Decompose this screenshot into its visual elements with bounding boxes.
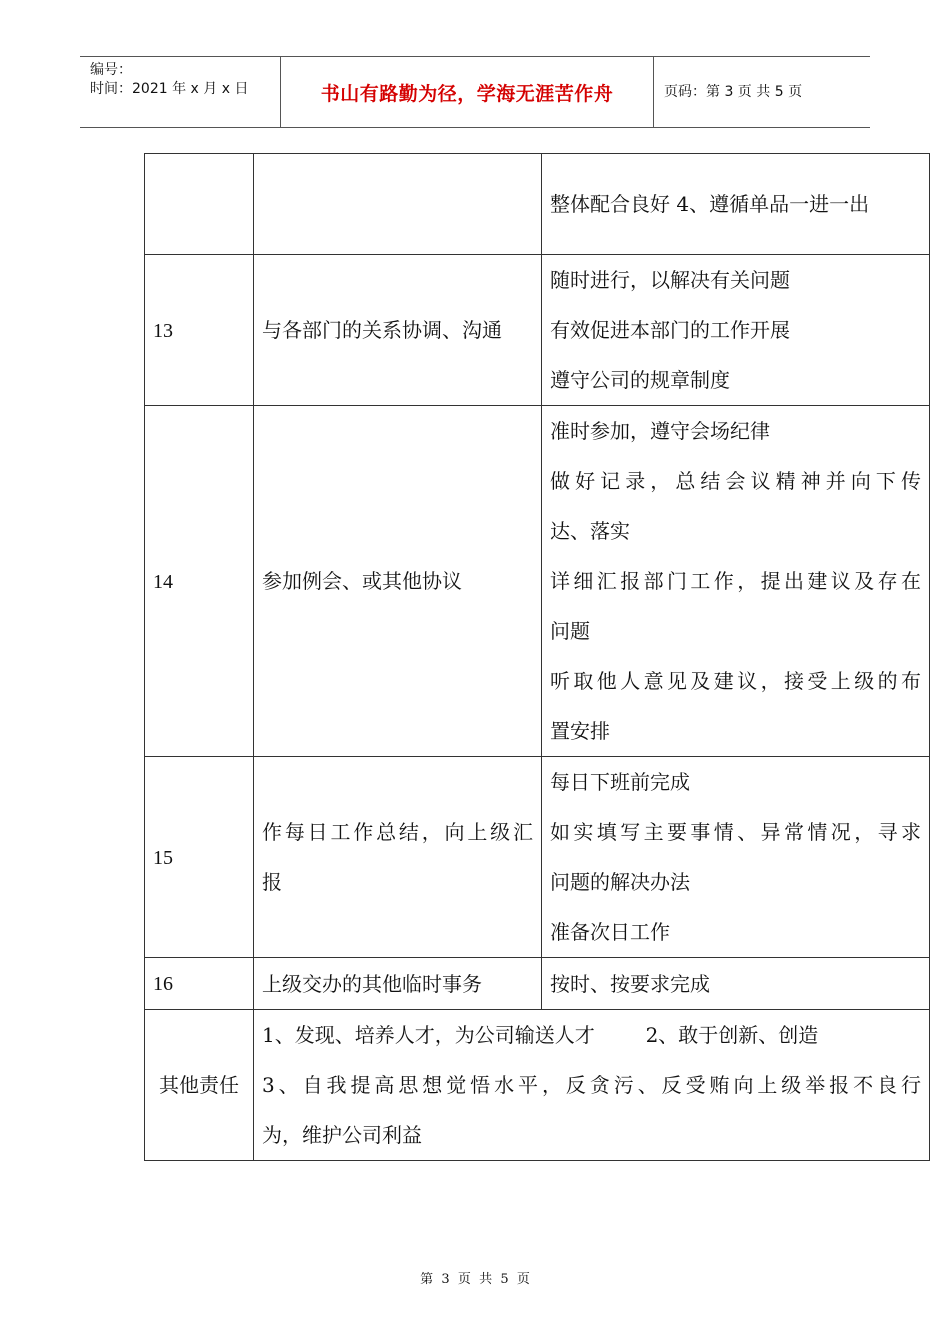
row-number-cell: 13 — [145, 255, 254, 406]
row-number-cell — [145, 154, 254, 255]
page-header — [80, 56, 870, 128]
row-number-cell: 15 — [145, 757, 254, 958]
row-item-cell: 上级交办的其他临时事务 — [254, 958, 542, 1010]
other-duties-content-cell — [254, 1010, 930, 1161]
other-duties-label-cell — [145, 1010, 254, 1161]
detail-line: 有效促进本部门的工作开展 — [550, 318, 790, 342]
row-detail-cell — [542, 154, 930, 255]
table-row — [145, 406, 930, 757]
detail-line: 详细汇报部门工作，提出建议及存在 — [550, 569, 921, 593]
row-detail-cell — [542, 255, 930, 406]
other-duty-line: 3、自我提高思想觉悟水平，反贪污、反受贿向上级举报不良行 — [262, 1073, 921, 1097]
duty-table — [144, 153, 930, 1161]
row-item-cell — [254, 154, 542, 255]
row-item-cell — [254, 757, 542, 958]
header-motto: 书山有路勤为径，学海无涯苦作舟 — [320, 82, 614, 105]
detail-line: 准时参加，遵守会场纪律 — [550, 419, 770, 443]
row-item-cell: 参加例会、或其他协议 — [254, 406, 542, 757]
table-row-other — [145, 1010, 930, 1161]
table-row — [145, 255, 930, 406]
row-detail-cell — [542, 406, 930, 757]
detail-line: 整体配合良好 4、遵循单品一进一出 — [550, 192, 870, 216]
row-detail-cell — [542, 757, 930, 958]
document-number-label: 编号： — [90, 62, 132, 78]
other-duty-line: 1、发现、培养人才，为公司输送人才 2、敢于创新、创造 — [262, 1023, 819, 1047]
detail-line: 按时、按要求完成 — [550, 971, 710, 996]
table-row — [145, 154, 930, 255]
detail-line: 问题的解决办法 — [550, 870, 690, 894]
header-page-cell — [654, 57, 870, 127]
detail-line: 问题 — [550, 619, 590, 643]
detail-line: 置安排 — [550, 719, 610, 743]
other-duties-label: 其他责任 — [159, 1073, 239, 1097]
row-number-cell: 16 — [145, 958, 254, 1010]
detail-line: 达、落实 — [550, 519, 630, 543]
detail-line: 遵守公司的规章制度 — [550, 368, 730, 392]
detail-line: 如实填写主要事情、异常情况，寻求 — [550, 820, 921, 844]
detail-line: 每日下班前完成 — [550, 770, 690, 794]
detail-line: 做好记录，总结会议精神并向下传 — [550, 469, 921, 493]
row-item-cell: 与各部门的关系协调、沟通 — [254, 255, 542, 406]
page-footer: 第 3 页 共 5 页 — [420, 1272, 530, 1287]
detail-line: 随时进行，以解决有关问题 — [550, 268, 790, 292]
header-page-code: 页码：第 3 页 共 5 页 — [664, 84, 803, 100]
document-time-label: 时间：2021 年 x 月 x 日 — [90, 81, 249, 97]
header-left-cell — [80, 57, 281, 127]
header-motto-cell — [281, 57, 654, 127]
item-line: 报 — [262, 870, 282, 894]
detail-line: 听取他人意见及建议，接受上级的布 — [550, 669, 921, 693]
other-duty-line: 为，维护公司利益 — [262, 1123, 422, 1147]
table-row — [145, 958, 930, 1010]
table-row — [145, 757, 930, 958]
detail-line: 准备次日工作 — [550, 920, 670, 944]
item-line: 作每日工作总结，向上级汇 — [262, 820, 533, 844]
row-number-cell: 14 — [145, 406, 254, 757]
row-detail-cell — [542, 958, 930, 1010]
